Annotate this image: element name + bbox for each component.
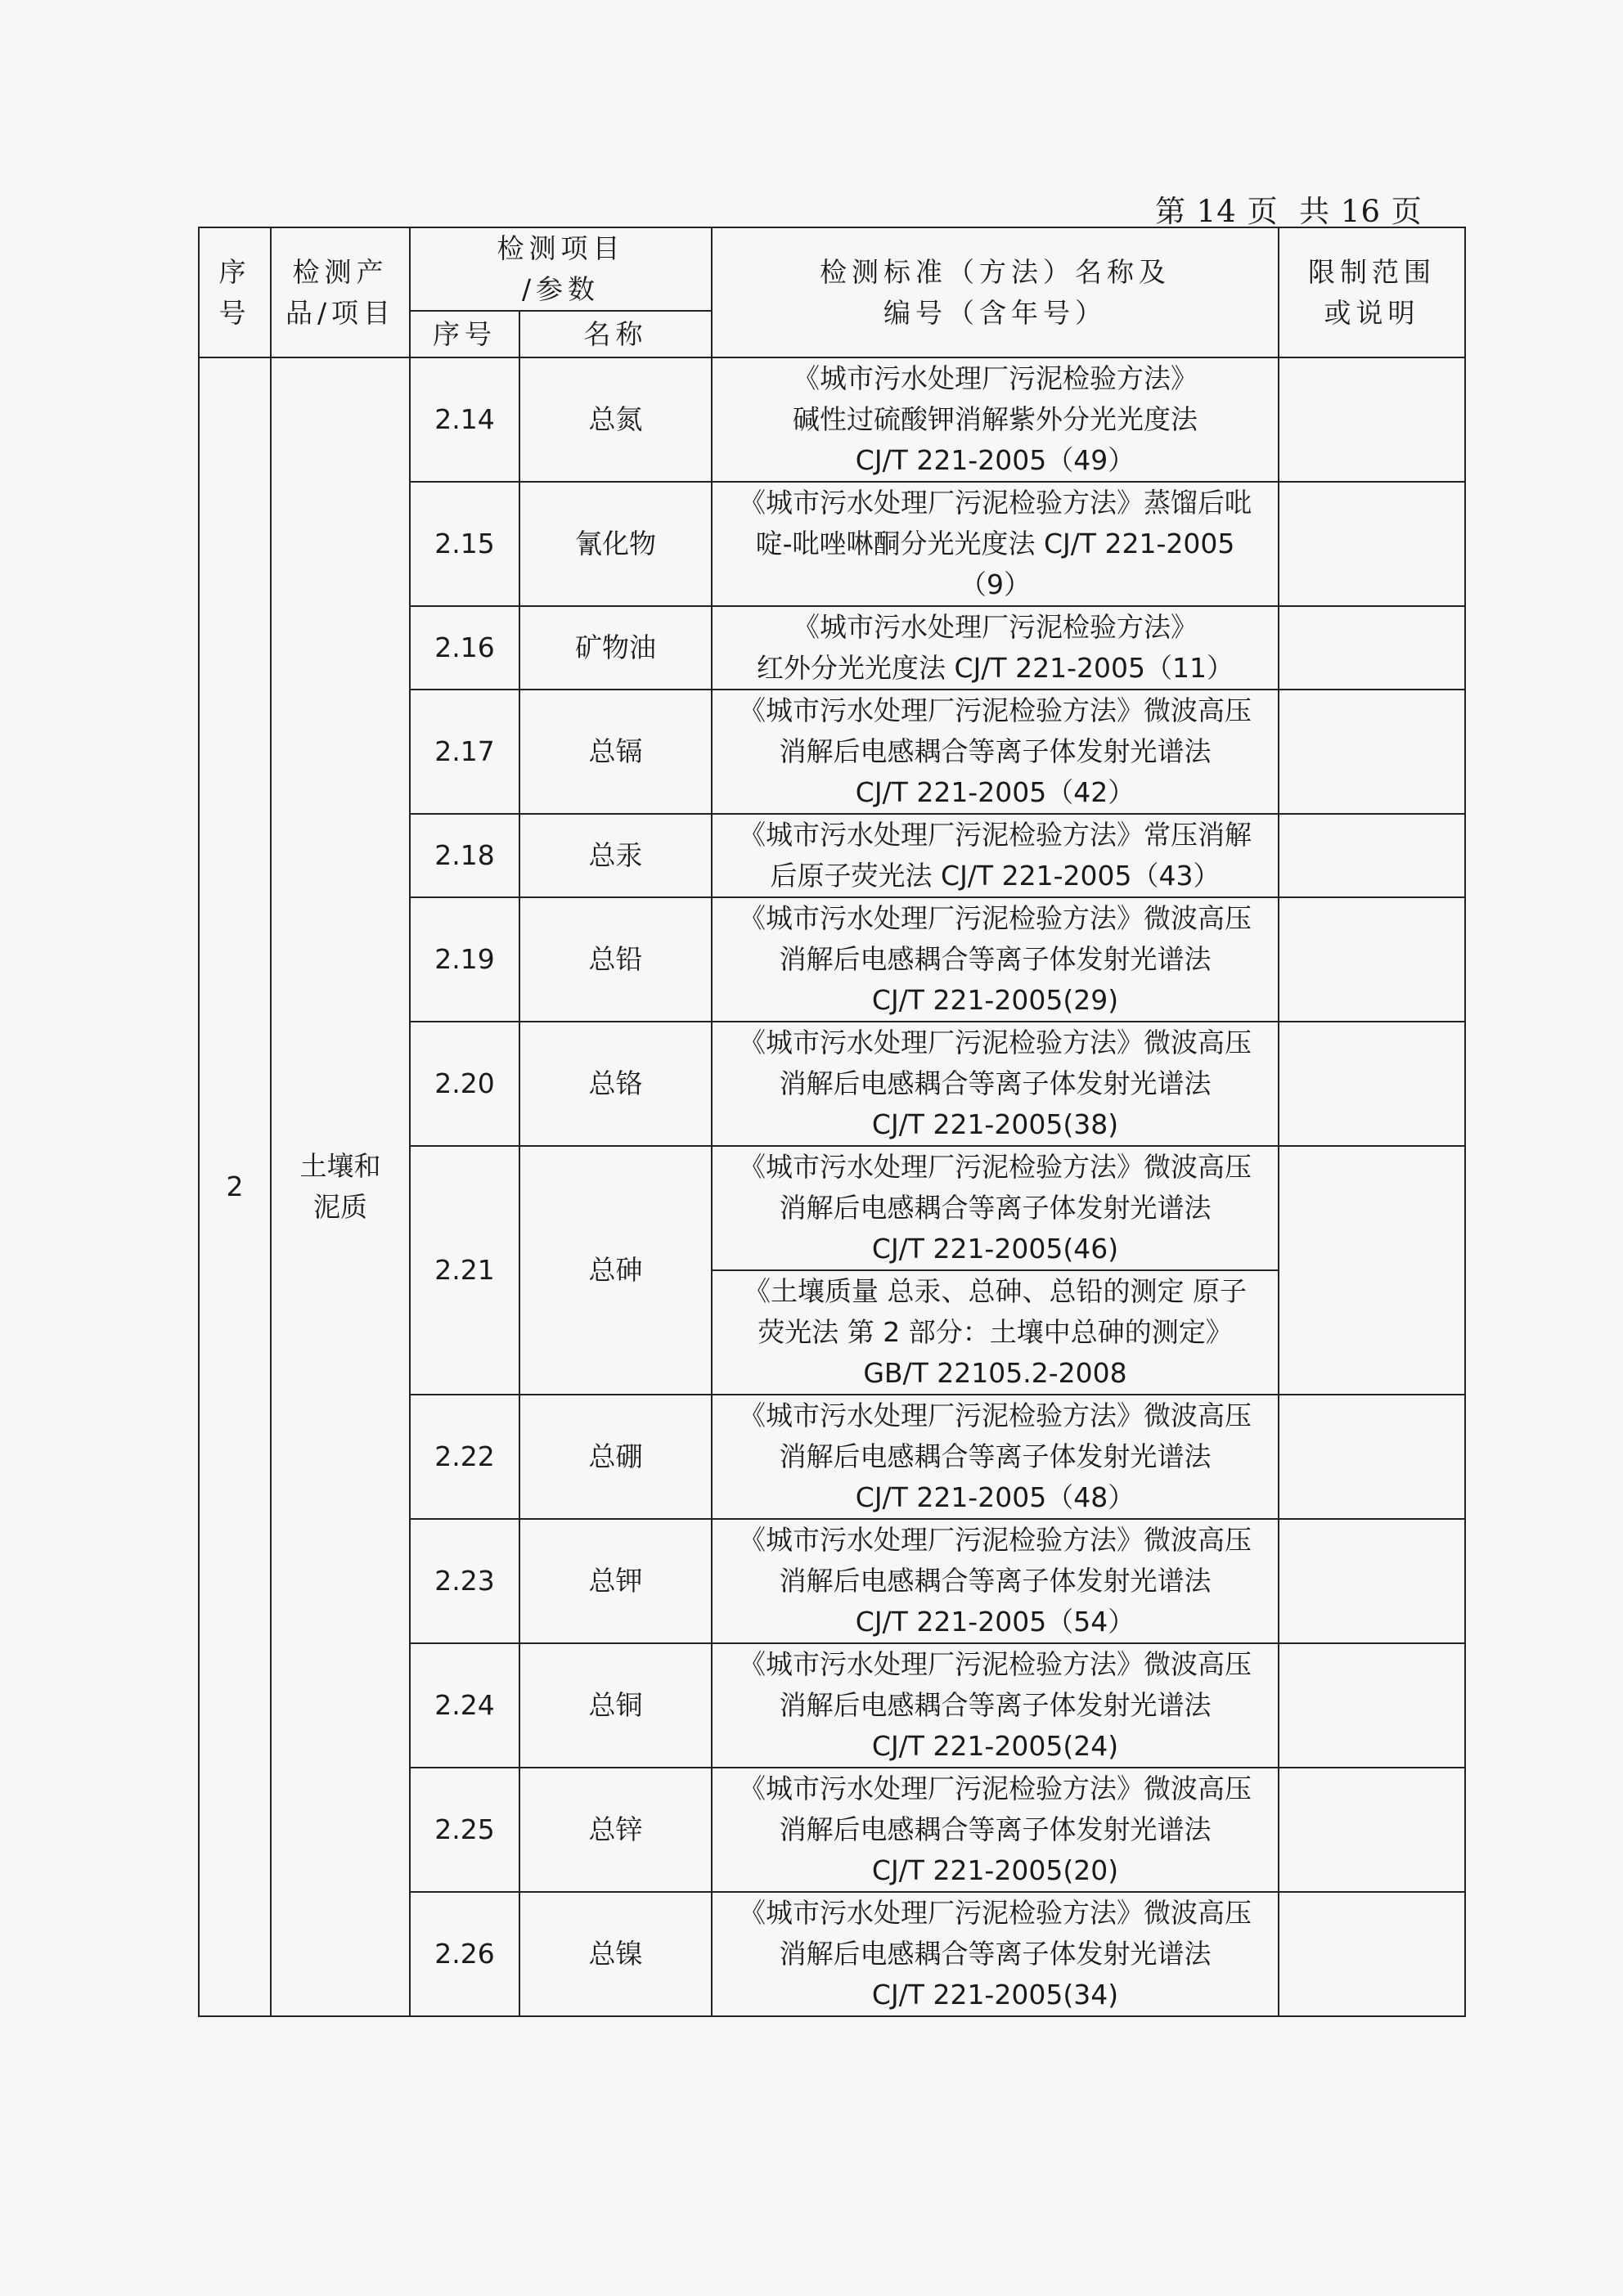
standard-line: 《城市污水处理厂污泥检验方法》微波高压	[739, 902, 1252, 934]
standard-line: 消解后电感耦合等离子体发射光谱法	[779, 1565, 1212, 1597]
item-seq: 2.19	[410, 897, 519, 1022]
standard-line: 《城市污水处理厂污泥检验方法》微波高压	[739, 1897, 1252, 1929]
item-seq: 2.17	[410, 690, 519, 814]
standard-line: 《城市污水处理厂污泥检验方法》微波高压	[739, 1400, 1252, 1431]
item-standard	[712, 606, 1279, 690]
standard-line: 消解后电感耦合等离子体发射光谱法	[779, 1192, 1212, 1224]
standard-line: （9）	[960, 568, 1031, 600]
standard-line: 《城市污水处理厂污泥检验方法》微波高压	[739, 694, 1252, 726]
header-product-line2: 品/项目	[285, 296, 396, 329]
item-standard	[712, 357, 1279, 482]
item-seq: 2.14	[410, 357, 519, 482]
standard-line: 《城市污水处理厂污泥检验方法》微波高压	[739, 1524, 1252, 1556]
item-limit	[1279, 482, 1465, 606]
standard-line: CJ/T 221-2005(34)	[871, 1979, 1119, 2011]
item-limit	[1279, 1643, 1465, 1768]
standard-line: CJ/T 221-2005(29)	[871, 984, 1119, 1016]
standard-line: CJ/T 221-2005（48）	[855, 1481, 1135, 1513]
item-limit	[1279, 606, 1465, 690]
standard-line: CJ/T 221-2005（42）	[855, 776, 1135, 808]
standard-line: CJ/T 221-2005（49）	[855, 444, 1135, 476]
item-seq: 2.25	[410, 1768, 519, 1892]
item-name: 总锌	[519, 1768, 712, 1892]
standard-line: CJ/T 221-2005(38)	[871, 1108, 1119, 1140]
item-seq: 2.20	[410, 1022, 519, 1146]
item-name: 总铬	[519, 1022, 712, 1146]
item-limit	[1279, 897, 1465, 1022]
item-name: 总镍	[519, 1892, 712, 2016]
item-standard	[712, 482, 1279, 606]
item-limit	[1279, 1022, 1465, 1146]
item-seq: 2.26	[410, 1892, 519, 2016]
header-limit-line2: 或说明	[1324, 296, 1420, 329]
standard-line: CJ/T 221-2005(24)	[871, 1730, 1119, 1762]
standard-line: 消解后电感耦合等离子体发射光谱法	[779, 735, 1212, 767]
table-row	[199, 357, 1465, 482]
item-standard	[712, 1022, 1279, 1146]
item-name: 氰化物	[519, 482, 712, 606]
page-current: 第 14 页	[1155, 194, 1279, 229]
standard-line: 《城市污水处理厂污泥检验方法》微波高压	[739, 1151, 1252, 1183]
group-product-line2: 泥质	[313, 1191, 367, 1223]
standard-line: GB/T 22105.2-2008	[863, 1357, 1127, 1389]
header-item-seq: 序号	[410, 311, 519, 357]
item-name: 总镉	[519, 690, 712, 814]
header-product	[271, 227, 410, 357]
item-standard	[712, 1146, 1279, 1270]
header-standard-line1: 检测标准（方法）名称及	[820, 255, 1171, 288]
item-name: 总铅	[519, 897, 712, 1022]
standard-line: 消解后电感耦合等离子体发射光谱法	[779, 1938, 1212, 1970]
item-name: 总砷	[519, 1146, 712, 1395]
item-limit	[1279, 357, 1465, 482]
standard-line: 《城市污水处理厂污泥检验方法》	[793, 611, 1198, 643]
standard-line: CJ/T 221-2005（54）	[855, 1606, 1135, 1638]
item-seq: 2.21	[410, 1146, 519, 1395]
standard-line: 《城市污水处理厂污泥检验方法》微波高压	[739, 1773, 1252, 1804]
header-row	[199, 227, 1465, 311]
page-total: 共 16 页	[1299, 194, 1423, 229]
group-seq: 2	[199, 357, 271, 2016]
header-seq-line2: 号	[218, 296, 251, 329]
standard-line: 消解后电感耦合等离子体发射光谱法	[779, 1067, 1212, 1099]
header-item-group-line2: /参数	[521, 273, 600, 305]
standard-line: CJ/T 221-2005(46)	[871, 1233, 1119, 1265]
item-standard	[712, 897, 1279, 1022]
item-limit	[1279, 1146, 1465, 1395]
item-name: 矿物油	[519, 606, 712, 690]
header-standard	[712, 227, 1279, 357]
item-name: 总铜	[519, 1643, 712, 1768]
header-standard-line2: 编号（含年号）	[883, 296, 1107, 329]
standard-line: 《城市污水处理厂污泥检验方法》微波高压	[739, 1027, 1252, 1058]
standard-line: 《城市污水处理厂污泥检验方法》微波高压	[739, 1648, 1252, 1680]
standard-line: 《土壤质量 总汞、总砷、总铅的测定 原子	[744, 1275, 1247, 1307]
item-name: 总硼	[519, 1395, 712, 1519]
standard-line: 《城市污水处理厂污泥检验方法》常压消解	[739, 819, 1252, 851]
standard-line: 《城市污水处理厂污泥检验方法》蒸馏后吡	[739, 487, 1252, 519]
standard-line: 后原子荧光法 CJ/T 221-2005（43）	[770, 860, 1221, 892]
item-seq: 2.22	[410, 1395, 519, 1519]
group-product-line1: 土壤和	[299, 1150, 381, 1182]
table-body	[199, 227, 1465, 2016]
header-item-name: 名称	[519, 311, 712, 357]
header-item-group-line1: 检测项目	[497, 232, 625, 264]
item-seq: 2.15	[410, 482, 519, 606]
page-number	[1155, 186, 1423, 231]
item-standard	[712, 1519, 1279, 1643]
item-standard	[712, 1768, 1279, 1892]
item-standard	[712, 814, 1279, 897]
standard-line: 消解后电感耦合等离子体发射光谱法	[779, 1813, 1212, 1845]
standard-line: CJ/T 221-2005(20)	[871, 1854, 1119, 1886]
item-limit	[1279, 1892, 1465, 2016]
item-name: 总汞	[519, 814, 712, 897]
item-limit	[1279, 690, 1465, 814]
standard-line: 消解后电感耦合等离子体发射光谱法	[779, 943, 1212, 975]
item-name: 总钾	[519, 1519, 712, 1643]
item-standard	[712, 1395, 1279, 1519]
header-product-line1: 检测产	[292, 255, 389, 288]
item-seq: 2.16	[410, 606, 519, 690]
item-limit	[1279, 1768, 1465, 1892]
group-product	[271, 357, 410, 2016]
standard-line: 啶-吡唑啉酮分光光度法 CJ/T 221-2005	[755, 528, 1235, 559]
item-standard	[712, 690, 1279, 814]
item-limit	[1279, 1519, 1465, 1643]
standard-line: 消解后电感耦合等离子体发射光谱法	[779, 1689, 1212, 1721]
item-standard	[712, 1892, 1279, 2016]
item-standard-alt	[712, 1270, 1279, 1395]
item-limit	[1279, 814, 1465, 897]
item-seq: 2.23	[410, 1519, 519, 1643]
header-item-group	[410, 227, 712, 311]
standard-line: 红外分光光度法 CJ/T 221-2005（11）	[757, 652, 1234, 684]
item-limit	[1279, 1395, 1465, 1519]
item-seq: 2.24	[410, 1643, 519, 1768]
inspection-table	[198, 227, 1466, 2017]
header-limit	[1279, 227, 1465, 357]
header-seq-line1: 序	[218, 255, 251, 288]
item-standard	[712, 1643, 1279, 1768]
header-seq	[199, 227, 271, 357]
header-limit-line1: 限制范围	[1308, 255, 1436, 288]
item-name: 总氮	[519, 357, 712, 482]
standard-line: 消解后电感耦合等离子体发射光谱法	[779, 1440, 1212, 1472]
standard-line: 碱性过硫酸钾消解紫外分光光度法	[793, 403, 1198, 435]
item-seq: 2.18	[410, 814, 519, 897]
standard-line: 荧光法 第 2 部分：土壤中总砷的测定》	[758, 1316, 1233, 1348]
standard-line: 《城市污水处理厂污泥检验方法》	[793, 362, 1198, 394]
